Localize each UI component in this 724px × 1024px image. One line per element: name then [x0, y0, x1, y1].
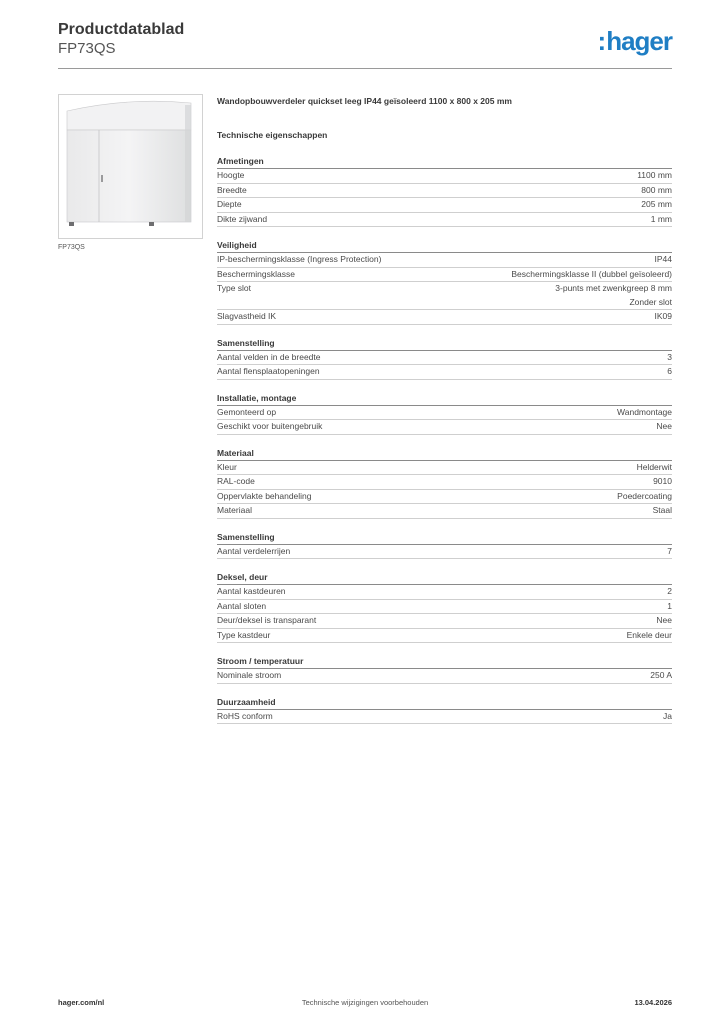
- hager-logo: :hager: [597, 26, 672, 56]
- spec-section: [217, 696, 672, 725]
- spec-value: [555, 282, 672, 309]
- spec-row: [217, 475, 672, 490]
- cabinet-illustration-icon: [59, 95, 202, 238]
- spec-value-line: 250 A: [650, 670, 672, 680]
- spec-label: Aantal verdelerrijen: [217, 545, 291, 556]
- section-title: Deksel, deur: [217, 571, 672, 585]
- spec-sections: [217, 155, 672, 724]
- spec-row: [217, 198, 672, 213]
- footer-notice: Technische wijzigingen voorbehouden: [301, 998, 429, 1007]
- spec-label: Hoogte: [217, 170, 245, 180]
- section-title: Duurzaamheid: [217, 696, 672, 710]
- spec-label: Slagvastheid IK: [217, 311, 277, 321]
- spec-value: [663, 710, 672, 724]
- spec-row: [217, 600, 672, 615]
- spec-value: [511, 268, 672, 282]
- spec-label: Deur/deksel is transparant: [217, 615, 317, 625]
- spec-row: [217, 268, 672, 283]
- spec-label: Aantal kastdeuren: [217, 586, 286, 596]
- spec-value: [667, 585, 672, 599]
- spec-label: Kleur: [217, 461, 237, 472]
- spec-value: [667, 600, 672, 614]
- spec-row: [217, 504, 672, 519]
- spec-label: Diepte: [217, 199, 242, 209]
- section-title: Veiligheid: [217, 239, 672, 253]
- logo-text: hager: [606, 26, 672, 56]
- spec-label: Materiaal: [217, 505, 252, 515]
- document-title: Productdatablad: [58, 21, 185, 38]
- spec-row: [217, 253, 672, 268]
- spec-value-line: 3-punts met zwenkgreep 8 mm: [555, 283, 672, 293]
- spec-value-line: 205 mm: [641, 199, 672, 209]
- spec-section: [217, 531, 672, 560]
- spec-label: IP-beschermingsklasse (Ingress Protection): [217, 254, 382, 264]
- spec-section: [217, 392, 672, 435]
- section-title: Samenstelling: [217, 337, 672, 351]
- spec-row: [217, 351, 672, 366]
- spec-value-line: 7: [667, 545, 672, 556]
- page-footer: [58, 998, 672, 1010]
- spec-value-line: IK09: [654, 311, 672, 321]
- spec-label: Aantal flensplaatopeningen: [217, 366, 320, 376]
- section-title: Stroom / temperatuur: [217, 655, 672, 669]
- spec-row: [217, 184, 672, 199]
- spec-row: [217, 406, 672, 421]
- spec-label: Oppervlakte behandeling: [217, 490, 312, 501]
- spec-row: [217, 614, 672, 629]
- spec-row: [217, 420, 672, 435]
- spec-value: [617, 406, 672, 420]
- spec-row: [217, 310, 672, 325]
- spec-value-line: 1: [667, 600, 672, 611]
- spec-section: [217, 239, 672, 325]
- section-title: Installatie, montage: [217, 392, 672, 406]
- spec-value: [653, 475, 672, 489]
- spec-value-line: 800 mm: [641, 184, 672, 195]
- spec-value-line: 9010: [653, 476, 672, 486]
- product-code: FP73QS: [58, 40, 116, 57]
- spec-label: Type kastdeur: [217, 629, 271, 640]
- spec-value: [641, 184, 672, 198]
- spec-label: RAL-code: [217, 476, 255, 486]
- spec-value: [650, 669, 672, 683]
- spec-label: Type slot: [217, 283, 252, 293]
- spec-row: [217, 669, 672, 684]
- spec-label: Dikte zijwand: [217, 213, 268, 224]
- spec-label: Beschermingsklasse: [217, 268, 295, 279]
- spec-value: [655, 253, 673, 267]
- spec-value: [667, 351, 672, 365]
- spec-value: [656, 420, 672, 434]
- spec-label: Aantal sloten: [217, 600, 267, 611]
- section-title: Afmetingen: [217, 155, 672, 169]
- section-title: Materiaal: [217, 447, 672, 461]
- spec-value-line: Wandmontage: [617, 406, 672, 417]
- spec-value-line: Beschermingsklasse II (dubbel geïsoleerd): [511, 268, 672, 279]
- spec-value-line: 1100 mm: [637, 170, 672, 180]
- spec-section: [217, 337, 672, 380]
- spec-row: [217, 490, 672, 505]
- spec-section: [217, 447, 672, 519]
- spec-value-line: Zonder slot: [629, 296, 672, 307]
- spec-row: [217, 545, 672, 560]
- spec-value-line: Enkele deur: [626, 629, 672, 640]
- footer-date: 13.04.2026: [634, 998, 672, 1007]
- spec-label: Breedte: [217, 184, 247, 195]
- spec-section: [217, 571, 672, 643]
- spec-row: [217, 169, 672, 184]
- spec-value: [637, 461, 672, 475]
- spec-row: [217, 213, 672, 228]
- spec-label: Aantal velden in de breedte: [217, 351, 321, 362]
- spec-section: [217, 655, 672, 684]
- spec-content: [217, 95, 672, 724]
- spec-label: Nominale stroom: [217, 670, 282, 680]
- spec-value-line: Staal: [652, 505, 672, 515]
- spec-value-line: 2: [667, 586, 672, 596]
- spec-label: Gemonteerd op: [217, 406, 277, 417]
- spec-value-line: Nee: [656, 615, 672, 625]
- spec-value-line: 3: [667, 351, 672, 362]
- spec-value: [651, 213, 672, 227]
- spec-value: [656, 614, 672, 628]
- product-image: [58, 94, 203, 239]
- spec-value-line: Poedercoating: [617, 490, 672, 501]
- spec-row: [217, 365, 672, 380]
- spec-value: [653, 504, 672, 518]
- footer-website: hager.com/nl: [58, 998, 105, 1007]
- spec-value: [627, 629, 672, 643]
- spec-label: RoHS conform: [217, 710, 273, 721]
- page-header: [58, 20, 672, 69]
- spec-value: [667, 545, 672, 559]
- spec-value: [637, 169, 672, 183]
- product-description: Wandopbouwverdeler quickset leeg IP44 geïsoleerd 1100 x 800 x 205 mm: [217, 96, 512, 106]
- technical-properties-heading: Technische eigenschappen: [217, 130, 328, 140]
- spec-value-line: Nee: [656, 421, 672, 431]
- spec-value: [641, 198, 672, 212]
- section-title: Samenstelling: [217, 531, 672, 545]
- spec-label: Geschikt voor buitengebruik: [217, 421, 323, 431]
- header-divider: [58, 68, 672, 69]
- spec-value-line: 6: [667, 366, 672, 376]
- spec-value-line: Helderwit: [636, 461, 672, 472]
- spec-value-line: Ja: [663, 710, 672, 721]
- spec-value-line: 1 mm: [650, 213, 672, 224]
- spec-row: [217, 629, 672, 644]
- spec-row: [217, 710, 672, 725]
- spec-row: [217, 282, 672, 310]
- spec-row: [217, 585, 672, 600]
- spec-value: [655, 310, 673, 324]
- spec-value: [617, 490, 672, 504]
- spec-section: [217, 155, 672, 227]
- spec-value-line: IP44: [654, 254, 672, 264]
- image-caption: FP73QS: [58, 244, 85, 251]
- spec-row: [217, 461, 672, 476]
- spec-value: [667, 365, 672, 379]
